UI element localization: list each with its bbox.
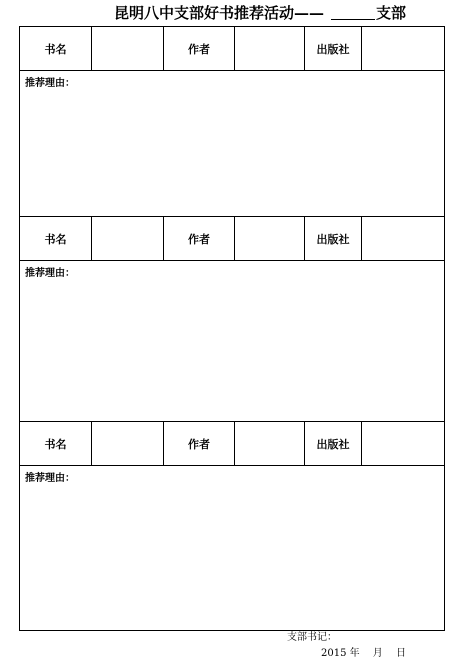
reason-label: 推荐理由： — [25, 78, 75, 89]
author-label: 作者 — [164, 217, 235, 260]
publisher-field[interactable] — [362, 27, 444, 70]
book-info-row — [20, 27, 444, 71]
book-title-label: 书名 — [20, 422, 92, 465]
book-info-row — [20, 217, 444, 261]
publisher-label: 出版社 — [305, 217, 362, 260]
publisher-field[interactable] — [362, 217, 444, 260]
author-field[interactable] — [235, 217, 305, 260]
author-label: 作者 — [164, 27, 235, 70]
book-title-label: 书名 — [20, 217, 92, 260]
reason-label: 推荐理由： — [25, 268, 75, 279]
publisher-field[interactable] — [362, 422, 444, 465]
reason-label: 推荐理由： — [25, 473, 75, 484]
book-title-label: 书名 — [20, 27, 92, 70]
recommendation-block-2 — [19, 216, 445, 422]
date-line: 2015 年 月 日 — [321, 648, 406, 659]
branch-name-blank[interactable] — [331, 19, 375, 20]
publisher-label: 出版社 — [305, 27, 362, 70]
recommendation-block-3 — [19, 421, 445, 631]
title-text: 昆明八中支部好书推荐活动—— — [114, 4, 325, 22]
book-title-field[interactable] — [92, 422, 164, 465]
author-field[interactable] — [235, 422, 305, 465]
recommendation-block-1 — [19, 26, 445, 217]
publisher-label: 出版社 — [305, 422, 362, 465]
book-title-field[interactable] — [92, 217, 164, 260]
author-label: 作者 — [164, 422, 235, 465]
book-title-field[interactable] — [92, 27, 164, 70]
book-info-row — [20, 422, 444, 466]
author-field[interactable] — [235, 27, 305, 70]
title-suffix: 支部 — [376, 4, 407, 22]
secretary-signature-label: 支部书记： — [287, 632, 337, 643]
document-title — [0, 2, 464, 24]
